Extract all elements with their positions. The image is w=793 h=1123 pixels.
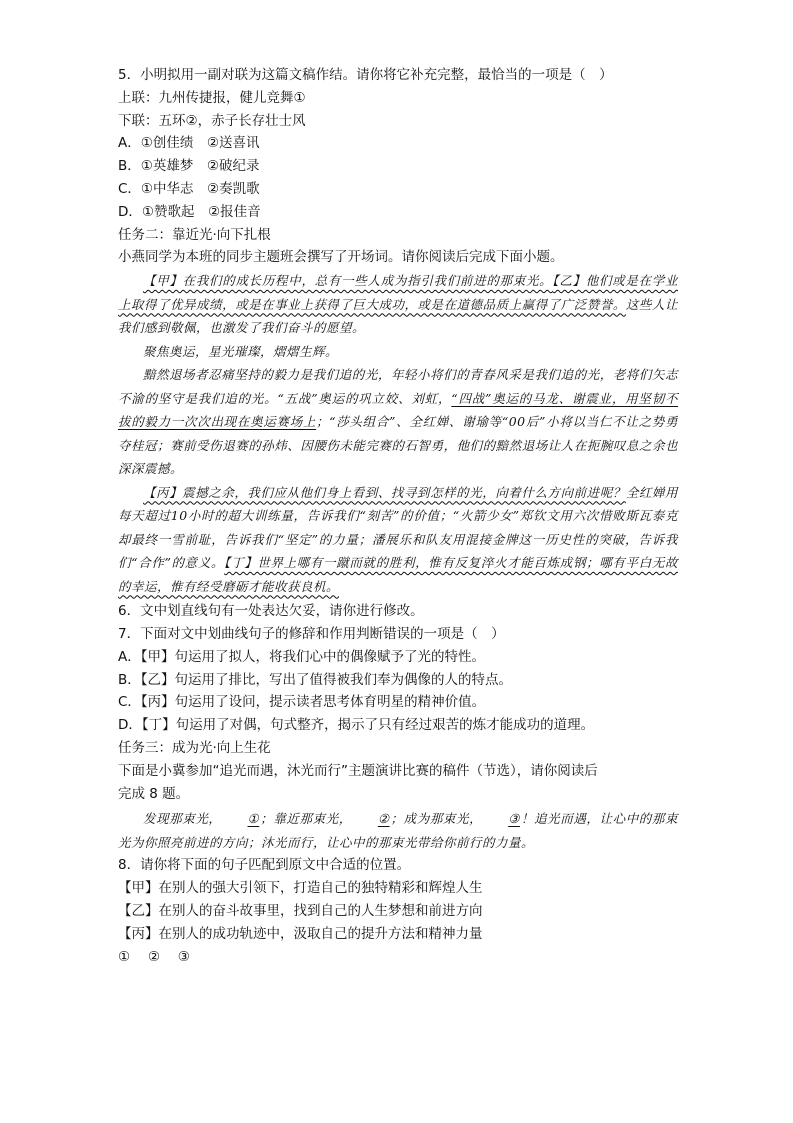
speech-part-1: 发现那束光， xyxy=(143,811,222,827)
q7-option-a: A．【甲】句运用了拟人，将我们心中的偶像赋予了光的特性。 xyxy=(118,648,485,665)
speech-part-2: ；靠近那束光， xyxy=(260,811,352,827)
sentence-yi: 【乙】他们或是在学业上取得了优异成绩，或是在事业上获得了巨大成功，或是在道德品质上赢得了广泛赞誉。 xyxy=(118,273,678,312)
q8-stem: 8．请你将下面的句子匹配到原文中合适的位置。 xyxy=(118,857,411,874)
task2-title: 任务二：靠近光·向下扎根 xyxy=(118,226,271,243)
q5-option-a: A．①创佳绩 ②送喜讯 xyxy=(118,135,260,152)
q8-answer-slots: ① ② ③ xyxy=(118,948,190,965)
task3-speech xyxy=(118,807,678,854)
passage-para-3 xyxy=(118,363,678,481)
q8-item-yi: 【乙】在别人的奋斗故事里，找到自己的人生梦想和前进方向 xyxy=(118,902,483,919)
speech-part-4: ！追光而遇，让心中的那束光为你照亮前进的方向；沐光而行，让心中的那束光带给你前行的力量。 xyxy=(118,811,678,850)
blank-2: ② xyxy=(377,811,390,827)
q5-option-d: D．①赞歌起 ②报佳音 xyxy=(118,203,261,220)
q8-item-jia: 【甲】在别人的强大引领下，打造自己的独特精彩和辉煌人生 xyxy=(118,880,483,897)
speech-paragraph xyxy=(118,807,678,854)
para3-head: 黯然退场者忍痛坚持的毅力是我们追的光，年轻小将们的青春风采是我们追的光，老将们矢志不渝的坚守是我们追的光。“五战”奥运的巩立姣、刘虹， xyxy=(118,367,678,406)
q7-stem: 7．下面对文中划曲线句子的修辞和作用判断错误的一项是（ ） xyxy=(118,625,505,642)
sentence-ding: 【丁】世界上哪有一蹴而就的胜利，惟有反复淬火才能百炼成钢；哪有平白无故的幸运，惟有经受磨砺才能收获良机。 xyxy=(118,555,678,594)
q5-lower-couplet: 下联：五环②，赤子长存壮士风 xyxy=(118,112,306,129)
blank-3: ③ xyxy=(508,811,520,827)
task3-intro-1: 下面是小冀参加“追光而遇，沐光而行”主题演讲比赛的稿件（节选），请你阅读后 xyxy=(118,762,598,779)
underlined-sentence: “四战”奥运的马龙、谢震业，用坚韧不拔的毅力一次次出现在奥运赛场上 xyxy=(118,390,678,430)
passage-para-2: 聚焦奥运，星光璀璨，熠熠生辉。 xyxy=(143,343,339,359)
task3-title: 任务三：成为光·向上生花 xyxy=(118,739,271,756)
para4-body: 全红婵用每天超过10小时的超大训练量，告诉我们“刻苦”的价值；“火箭少女”郑钦文用六次惜败斯瓦泰克却最终一雪前耻，告诉我们“坚定”的力量；潘展乐和队友用混接金牌这一历史性的突破，告诉我们“合作”的意义。 xyxy=(118,484,678,571)
sentence-bing: 【丙】震撼之余，我们应从他们身上看到、找寻到怎样的光，向着什么方向前进呢？ xyxy=(143,484,626,500)
q8-item-bing: 【丙】在别人的成功轨迹中，汲取自己的提升方法和精神力量 xyxy=(118,925,483,942)
q6-stem: 6．文中划直线句有一处表达欠妥，请你进行修改。 xyxy=(118,603,424,620)
q5-upper-couplet: 上联：九州传捷报，健儿竞舞① xyxy=(118,89,306,106)
blank-1: ① xyxy=(247,811,260,827)
q7-option-b: B．【乙】句运用了排比，写出了值得被我们奉为偶像的人的特点。 xyxy=(118,671,513,688)
passage-para-4 xyxy=(118,481,678,599)
task2-intro: 小燕同学为本班的同步主题班会撰写了开场词。请你阅读后完成下面小题。 xyxy=(118,249,564,266)
q7-option-d: D．【丁】句运用了对偶，句式整齐，揭示了只有经过艰苦的炼才能成功的道理。 xyxy=(118,717,595,734)
sentence-jia: 【甲】在我们的成长历程中，总有一些人成为指引我们前进的那束光。 xyxy=(143,273,553,289)
q5-option-b: B．①英雄梦 ②破纪录 xyxy=(118,158,260,175)
para1-tail: 这些人让我们感到敬佩，也激发了我们奋斗的愿望。 xyxy=(118,296,678,336)
speech-part-3: ；成为那束光， xyxy=(390,811,483,827)
task2-passage xyxy=(118,269,678,598)
passage-para-1 xyxy=(118,269,678,340)
para3-tail: ；“莎头组合”、全红婵、谢瑜等“00后”小将以当仁不让之势勇夺桂冠；赛前受伤退赛的孙炜、因腰伤未能完赛的石智勇，他们的黯然退场让人在扼腕叹息之余也深深震撼。 xyxy=(118,414,678,477)
task3-intro-2: 完成 8 题。 xyxy=(118,785,190,802)
q5-stem: 5．小明拟用一副对联为这篇文稿作结。请你将它补充完整，最恰当的一项是（ ） xyxy=(118,67,613,83)
q5-option-c: C．①中华志 ②奏凯歌 xyxy=(118,180,260,197)
exam-page xyxy=(118,64,678,968)
q7-option-c: C．【丙】句运用了设问，提示读者思考体育明星的精神价值。 xyxy=(118,694,486,711)
